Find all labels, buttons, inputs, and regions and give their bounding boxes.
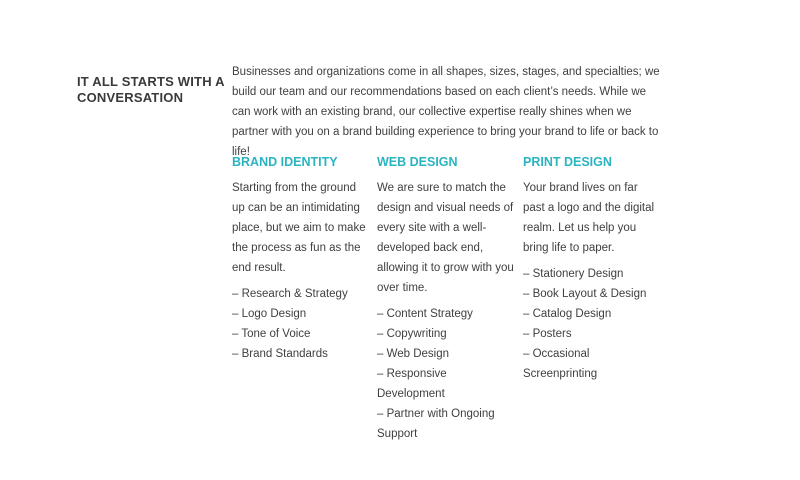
list-item: – Book Layout & Design	[523, 288, 647, 300]
brand-identity-list	[232, 284, 370, 364]
list-item: – Copywriting	[377, 328, 447, 340]
list-item: – Content Strategy	[377, 308, 473, 320]
web-design-column	[377, 152, 515, 444]
print-design-column	[523, 152, 661, 384]
section-heading: IT ALL STARTS WITH A CONVERSATION	[77, 73, 225, 105]
list-item: – Tone of Voice	[232, 328, 311, 340]
intro-paragraph: Businesses and organizations come in all shapes, sizes, stages, and specialties; we build our team and our recommendations based on each client’s needs. While we can work with an existing brand, our collective expertise really shines when we partner with you on a brand building experience to bring your brand to life or back to life!	[232, 66, 660, 158]
list-item: – Responsive Development	[377, 368, 447, 400]
print-design-description: Your brand lives on far past a logo and the digital realm. Let us help you bring life to paper.	[523, 182, 655, 254]
print-design-list	[523, 264, 661, 384]
brand-identity-description: Starting from the ground up can be an intimidating place, but we aim to make the process as fun as the end result.	[232, 182, 366, 274]
web-design-list	[377, 304, 515, 444]
web-design-title: WEB DESIGN	[377, 155, 458, 169]
list-item: – Web Design	[377, 348, 450, 360]
list-item: – Posters	[523, 328, 572, 340]
list-item: – Catalog Design	[523, 308, 612, 320]
list-item: – Stationery Design	[523, 268, 624, 280]
web-design-description: We are sure to match the design and visual needs of every site with a well-developed back end, allowing it to grow with you over time.	[377, 182, 514, 294]
list-item: – Partner with Ongoing Support	[377, 408, 495, 440]
list-item: – Research & Strategy	[232, 288, 348, 300]
list-item: – Occasional Screenprinting	[523, 348, 598, 380]
brand-identity-column	[232, 152, 370, 364]
brand-identity-title: BRAND IDENTITY	[232, 155, 338, 169]
print-design-title: PRINT DESIGN	[523, 155, 612, 169]
list-item: – Brand Standards	[232, 348, 328, 360]
list-item: – Logo Design	[232, 308, 307, 320]
